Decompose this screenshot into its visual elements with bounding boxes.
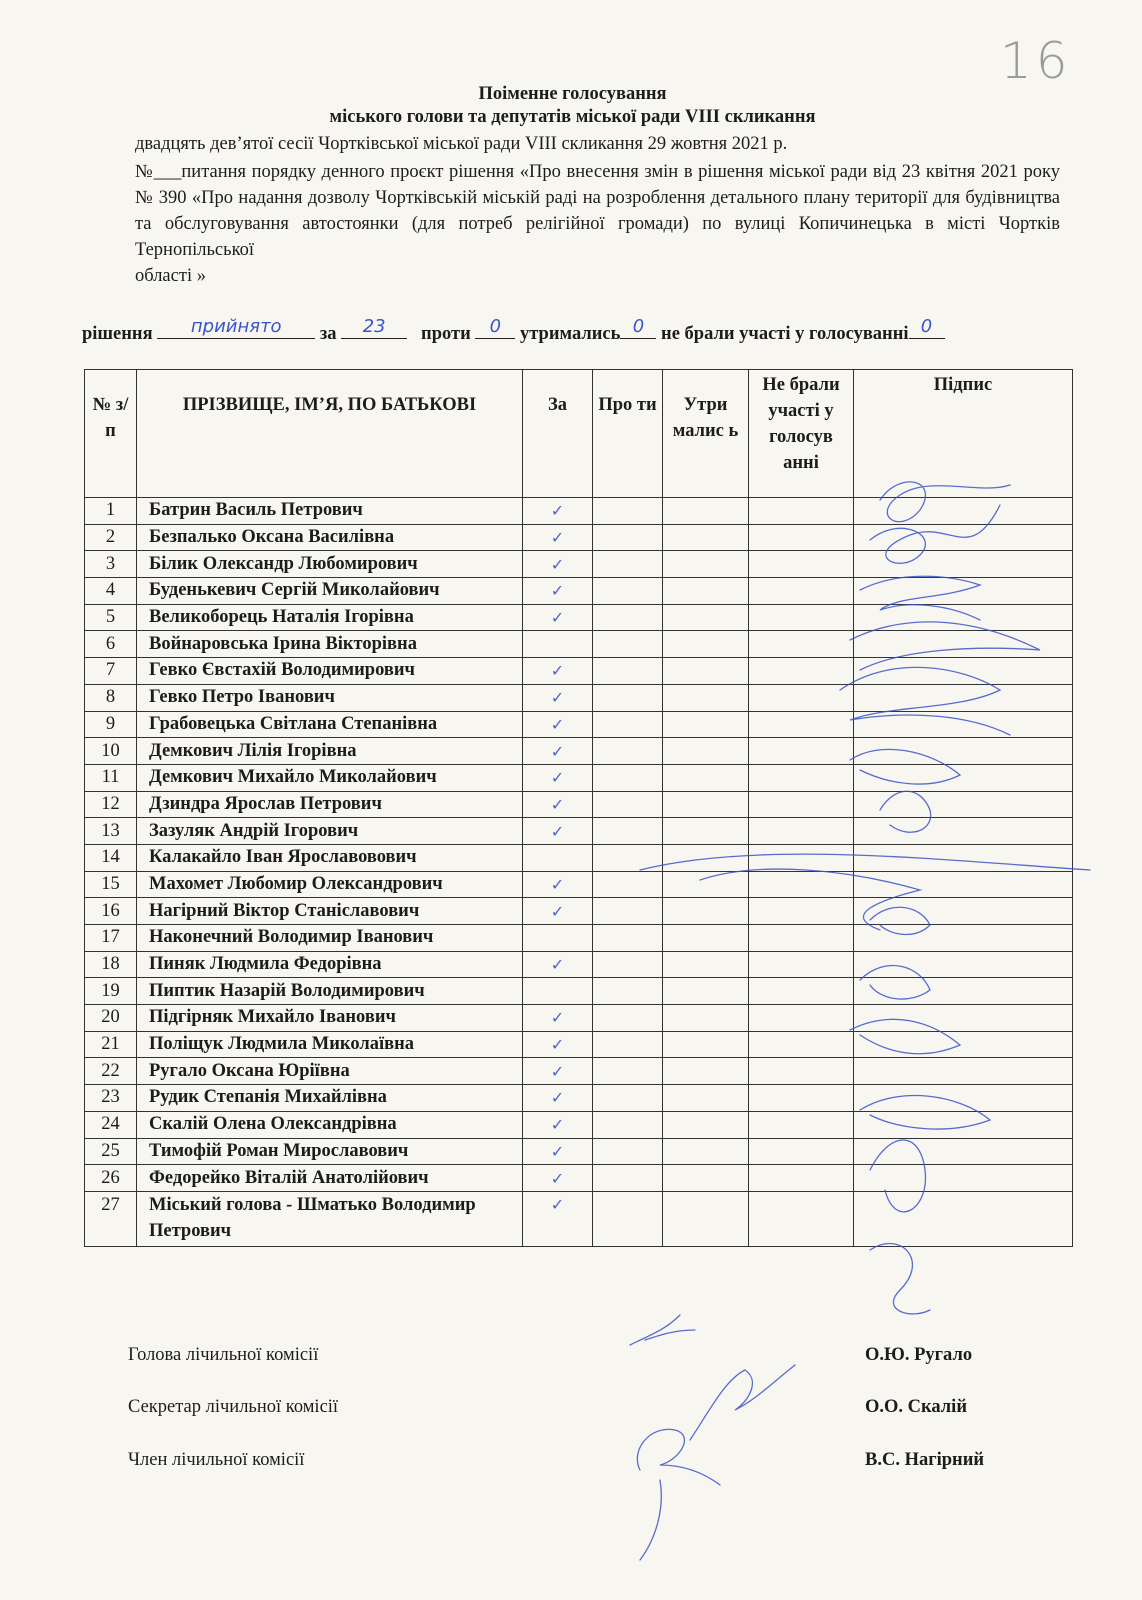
member-name: Батрин Василь Петрович [137, 498, 523, 525]
vote-abstained-cell [663, 791, 749, 818]
vote-not-voted-cell [749, 951, 854, 978]
member-name: Махомет Любомир Олександрович [137, 871, 523, 898]
signature-cell [854, 818, 1073, 845]
session-line: двадцять дев’ятої сесії Чортківської міської ради VIII скликання 29 жовтня 2021 р. [135, 134, 788, 154]
vote-for-cell: ✓ [523, 871, 593, 898]
vote-not-voted-cell [749, 578, 854, 605]
vote-against-cell [593, 551, 663, 578]
table-row [85, 898, 1073, 925]
vote-against-cell [593, 1191, 663, 1246]
vote-not-voted-cell [749, 1085, 854, 1112]
member-name: Демкович Лілія Ігорівна [137, 738, 523, 765]
vote-not-voted-cell [749, 551, 854, 578]
page-number: 16 [1000, 32, 1072, 90]
vote-not-voted-cell [749, 1165, 854, 1192]
signature-cell [854, 1085, 1073, 1112]
vote-against-cell [593, 898, 663, 925]
signature-cell [854, 978, 1073, 1005]
table-row [85, 658, 1073, 685]
table-row [85, 1005, 1073, 1032]
question-text [135, 159, 1060, 289]
vote-abstained-cell [663, 1191, 749, 1246]
row-number: 24 [85, 1111, 137, 1138]
vote-abstained-cell [663, 764, 749, 791]
vote-not-voted-cell [749, 1031, 854, 1058]
signature-cell [854, 604, 1073, 631]
vote-for-cell: ✓ [523, 578, 593, 605]
table-row [85, 524, 1073, 551]
against-blank [475, 316, 515, 339]
table-row [85, 684, 1073, 711]
vote-for-cell: ✓ [523, 1005, 593, 1032]
vote-for-cell: ✓ [523, 764, 593, 791]
vote-for-cell [523, 925, 593, 952]
vote-against-cell [593, 1111, 663, 1138]
decision-summary [82, 316, 945, 345]
signature-cell [854, 498, 1073, 525]
vote-against-cell [593, 498, 663, 525]
row-number: 1 [85, 498, 137, 525]
row-number: 26 [85, 1165, 137, 1192]
signature-cell [854, 951, 1073, 978]
signature-cell [854, 1191, 1073, 1246]
vote-against-cell [593, 738, 663, 765]
header-abstained: Утри малис ь [663, 370, 749, 498]
chair-signature [630, 1315, 695, 1345]
vote-for-cell [523, 978, 593, 1005]
for-value: 23 [362, 316, 386, 337]
vote-for-cell: ✓ [523, 551, 593, 578]
for-blank [341, 316, 407, 339]
vote-against-cell [593, 844, 663, 871]
against-label: проти [421, 324, 471, 344]
vote-not-voted-cell [749, 1005, 854, 1032]
vote-not-voted-cell [749, 898, 854, 925]
vote-not-voted-cell [749, 498, 854, 525]
vote-abstained-cell [663, 871, 749, 898]
vote-against-cell [593, 604, 663, 631]
vote-abstained-cell [663, 818, 749, 845]
member-name: Тимофій Роман Мирославович [137, 1138, 523, 1165]
member-name: Підгірняк Михайло Іванович [137, 1005, 523, 1032]
row-number: 7 [85, 658, 137, 685]
member-name: Нагірний Віктор Станіславович [137, 898, 523, 925]
vote-against-cell [593, 1031, 663, 1058]
vote-for-cell: ✓ [523, 1191, 593, 1246]
vote-abstained-cell [663, 551, 749, 578]
table-row [85, 818, 1073, 845]
vote-against-cell [593, 818, 663, 845]
vote-for-cell: ✓ [523, 738, 593, 765]
chair-name: О.Ю. Ругало [865, 1345, 973, 1365]
table-row [85, 844, 1073, 871]
table-row [85, 578, 1073, 605]
member-label: Член лічильної комісії [128, 1450, 305, 1470]
signature-cell [854, 631, 1073, 658]
vote-abstained-cell [663, 925, 749, 952]
vote-for-cell: ✓ [523, 791, 593, 818]
member-name: Федорейко Віталій Анатолійович [137, 1165, 523, 1192]
against-value: 0 [489, 316, 502, 337]
signature-cell [854, 1005, 1073, 1032]
vote-not-voted-cell [749, 524, 854, 551]
abstained-label: утримались [519, 324, 621, 344]
signature-cell [854, 844, 1073, 871]
table-row [85, 951, 1073, 978]
row-number: 8 [85, 684, 137, 711]
row-number: 27 [85, 1191, 137, 1246]
row-number: 13 [85, 818, 137, 845]
vote-not-voted-cell [749, 1058, 854, 1085]
vote-against-cell [593, 1058, 663, 1085]
table-row [85, 978, 1073, 1005]
vote-abstained-cell [663, 498, 749, 525]
chair-label: Голова лічильної комісії [128, 1345, 319, 1365]
member-name: Білик Олександр Любомирович [137, 551, 523, 578]
table-row [85, 925, 1073, 952]
vote-not-voted-cell [749, 764, 854, 791]
not-voted-value: 0 [920, 316, 933, 337]
member-name: Гевко Петро Іванович [137, 684, 523, 711]
vote-abstained-cell [663, 604, 749, 631]
document-title: Поіменне голосування [478, 84, 667, 104]
table-row [85, 871, 1073, 898]
vote-for-cell: ✓ [523, 711, 593, 738]
question-body: №___питання порядку денного проєкт рішення «Про внесення змін в рішення міської ради від 23 квітня 2021 року № 390 «Про надання дозволу Чортківській міській раді на розроблення детального плану території для будівництва та обслуговування автостоянки (для потреб релігійної громади) по вулиці Копичинецька в місті Чортків Тернопільської [135, 162, 1060, 260]
signature-cell [854, 1138, 1073, 1165]
vote-against-cell [593, 631, 663, 658]
table-header-row [85, 370, 1073, 498]
member-name: Гевко Євстахій Володимирович [137, 658, 523, 685]
header-name: ПРІЗВИЩЕ, ІМ’Я, ПО БАТЬКОВІ [137, 370, 523, 498]
voting-table [84, 369, 1073, 1247]
vote-against-cell [593, 978, 663, 1005]
header-for: За [523, 370, 593, 498]
vote-against-cell [593, 524, 663, 551]
vote-abstained-cell [663, 631, 749, 658]
not-voted-blank [909, 316, 945, 339]
decision-label: рішення [82, 324, 153, 344]
header-against: Про ти [593, 370, 663, 498]
secretary-name: О.О. Скалій [865, 1397, 967, 1417]
signature-cell [854, 1111, 1073, 1138]
table-row [85, 1058, 1073, 1085]
vote-not-voted-cell [749, 631, 854, 658]
decision-blank [157, 316, 315, 339]
vote-abstained-cell [663, 1165, 749, 1192]
row-number: 23 [85, 1085, 137, 1112]
signature-cell [854, 658, 1073, 685]
member-name: Міський голова - Шматько Володимир Петрович [137, 1191, 523, 1246]
member-name: В.С. Нагірний [865, 1450, 985, 1470]
header-num: № з/п [85, 370, 137, 498]
vote-abstained-cell [663, 524, 749, 551]
member-name: Ругало Оксана Юріївна [137, 1058, 523, 1085]
vote-for-cell [523, 631, 593, 658]
member-name: Буденькевич Сергій Миколайович [137, 578, 523, 605]
vote-against-cell [593, 684, 663, 711]
vote-for-cell: ✓ [523, 684, 593, 711]
vote-abstained-cell [663, 1058, 749, 1085]
member-name: Великоборець Наталія Ігорівна [137, 604, 523, 631]
vote-for-cell: ✓ [523, 498, 593, 525]
member-name: Рудик Степанія Михайлівна [137, 1085, 523, 1112]
table-row [85, 1111, 1073, 1138]
signature-cell [854, 1058, 1073, 1085]
signature-cell [854, 684, 1073, 711]
member-name: Поліщук Людмила Миколаївна [137, 1031, 523, 1058]
signature-cell [854, 764, 1073, 791]
abstained-blank [620, 316, 656, 339]
vote-not-voted-cell [749, 604, 854, 631]
row-number: 10 [85, 738, 137, 765]
vote-not-voted-cell [749, 1111, 854, 1138]
member-name: Калакайло Іван Ярославовович [137, 844, 523, 871]
member-name: Зазуляк Андрій Ігорович [137, 818, 523, 845]
member-name: Скалій Олена Олександрівна [137, 1111, 523, 1138]
row-number: 5 [85, 604, 137, 631]
vote-against-cell [593, 925, 663, 952]
row-number: 25 [85, 1138, 137, 1165]
member-name: Наконечний Володимир Іванович [137, 925, 523, 952]
vote-not-voted-cell [749, 738, 854, 765]
vote-not-voted-cell [749, 1191, 854, 1246]
row-number: 22 [85, 1058, 137, 1085]
table-row [85, 1165, 1073, 1192]
vote-not-voted-cell [749, 844, 854, 871]
signature-cell [854, 871, 1073, 898]
header-signature: Підпис [854, 370, 1073, 498]
document-subtitle: міського голови та депутатів міської ради VIII скликання [329, 107, 816, 127]
member-signature [637, 1429, 720, 1560]
for-label: за [319, 324, 337, 344]
table-row [85, 1138, 1073, 1165]
vote-abstained-cell [663, 578, 749, 605]
row-number: 6 [85, 631, 137, 658]
vote-abstained-cell [663, 1031, 749, 1058]
vote-against-cell [593, 871, 663, 898]
vote-abstained-cell [663, 1138, 749, 1165]
signature-cell [854, 791, 1073, 818]
vote-for-cell: ✓ [523, 1031, 593, 1058]
signature-cell [854, 925, 1073, 952]
vote-against-cell [593, 791, 663, 818]
row-number: 4 [85, 578, 137, 605]
row-number: 11 [85, 764, 137, 791]
table-row [85, 551, 1073, 578]
vote-abstained-cell [663, 951, 749, 978]
vote-for-cell: ✓ [523, 898, 593, 925]
table-row [85, 764, 1073, 791]
vote-against-cell [593, 951, 663, 978]
member-name: Демкович Михайло Миколайович [137, 764, 523, 791]
vote-abstained-cell [663, 738, 749, 765]
vote-for-cell: ✓ [523, 1138, 593, 1165]
table-row [85, 791, 1073, 818]
question-end: області » [135, 266, 206, 286]
vote-for-cell: ✓ [523, 604, 593, 631]
signature-cell [854, 1031, 1073, 1058]
vote-against-cell [593, 711, 663, 738]
vote-for-cell: ✓ [523, 524, 593, 551]
vote-for-cell: ✓ [523, 1111, 593, 1138]
vote-abstained-cell [663, 978, 749, 1005]
row-number: 3 [85, 551, 137, 578]
member-name: Грабовецька Світлана Степанівна [137, 711, 523, 738]
signature-cell [854, 898, 1073, 925]
vote-against-cell [593, 578, 663, 605]
table-row [85, 1085, 1073, 1112]
row-number: 17 [85, 925, 137, 952]
not-voted-label: не брали участі у голосуванні [661, 324, 909, 344]
vote-abstained-cell [663, 898, 749, 925]
secretary-label: Секретар лічильної комісії [128, 1397, 339, 1417]
vote-for-cell: ✓ [523, 1058, 593, 1085]
signature-cell [854, 738, 1073, 765]
vote-not-voted-cell [749, 711, 854, 738]
vote-for-cell: ✓ [523, 1165, 593, 1192]
row-number: 12 [85, 791, 137, 818]
vote-against-cell [593, 658, 663, 685]
header-not-voted: Не брали участі у голосув анні [749, 370, 854, 498]
vote-for-cell: ✓ [523, 951, 593, 978]
vote-abstained-cell [663, 684, 749, 711]
vote-against-cell [593, 1005, 663, 1032]
vote-not-voted-cell [749, 1138, 854, 1165]
table-row [85, 631, 1073, 658]
row-number: 20 [85, 1005, 137, 1032]
vote-against-cell [593, 764, 663, 791]
vote-not-voted-cell [749, 791, 854, 818]
vote-not-voted-cell [749, 925, 854, 952]
row-number: 16 [85, 898, 137, 925]
member-name: Безпалько Оксана Василівна [137, 524, 523, 551]
vote-abstained-cell [663, 844, 749, 871]
vote-for-cell: ✓ [523, 818, 593, 845]
vote-not-voted-cell [749, 978, 854, 1005]
table-row [85, 498, 1073, 525]
member-name: Дзиндра Ярослав Петрович [137, 791, 523, 818]
vote-against-cell [593, 1138, 663, 1165]
signature-cell [854, 1165, 1073, 1192]
vote-not-voted-cell [749, 684, 854, 711]
signature-cell [854, 578, 1073, 605]
vote-for-cell [523, 844, 593, 871]
member-name: Пиняк Людмила Федорівна [137, 951, 523, 978]
row-number: 21 [85, 1031, 137, 1058]
signature-scribble [870, 1244, 930, 1314]
vote-abstained-cell [663, 711, 749, 738]
vote-not-voted-cell [749, 818, 854, 845]
vote-not-voted-cell [749, 871, 854, 898]
member-name: Войнаровська Ірина Вікторівна [137, 631, 523, 658]
table-row [85, 738, 1073, 765]
vote-for-cell: ✓ [523, 1085, 593, 1112]
vote-abstained-cell [663, 658, 749, 685]
vote-for-cell: ✓ [523, 658, 593, 685]
vote-abstained-cell [663, 1111, 749, 1138]
row-number: 9 [85, 711, 137, 738]
decision-value: прийнято [190, 316, 282, 337]
secretary-signature [690, 1365, 795, 1440]
signature-cell [854, 711, 1073, 738]
vote-against-cell [593, 1085, 663, 1112]
row-number: 19 [85, 978, 137, 1005]
table-row [85, 1191, 1073, 1246]
abstained-value: 0 [632, 316, 645, 337]
signature-cell [854, 524, 1073, 551]
vote-abstained-cell [663, 1005, 749, 1032]
vote-abstained-cell [663, 1085, 749, 1112]
row-number: 15 [85, 871, 137, 898]
table-row [85, 1031, 1073, 1058]
signature-cell [854, 551, 1073, 578]
vote-not-voted-cell [749, 658, 854, 685]
row-number: 18 [85, 951, 137, 978]
vote-against-cell [593, 1165, 663, 1192]
row-number: 2 [85, 524, 137, 551]
table-row [85, 711, 1073, 738]
row-number: 14 [85, 844, 137, 871]
table-row [85, 604, 1073, 631]
member-name: Пиптик Назарій Володимирович [137, 978, 523, 1005]
